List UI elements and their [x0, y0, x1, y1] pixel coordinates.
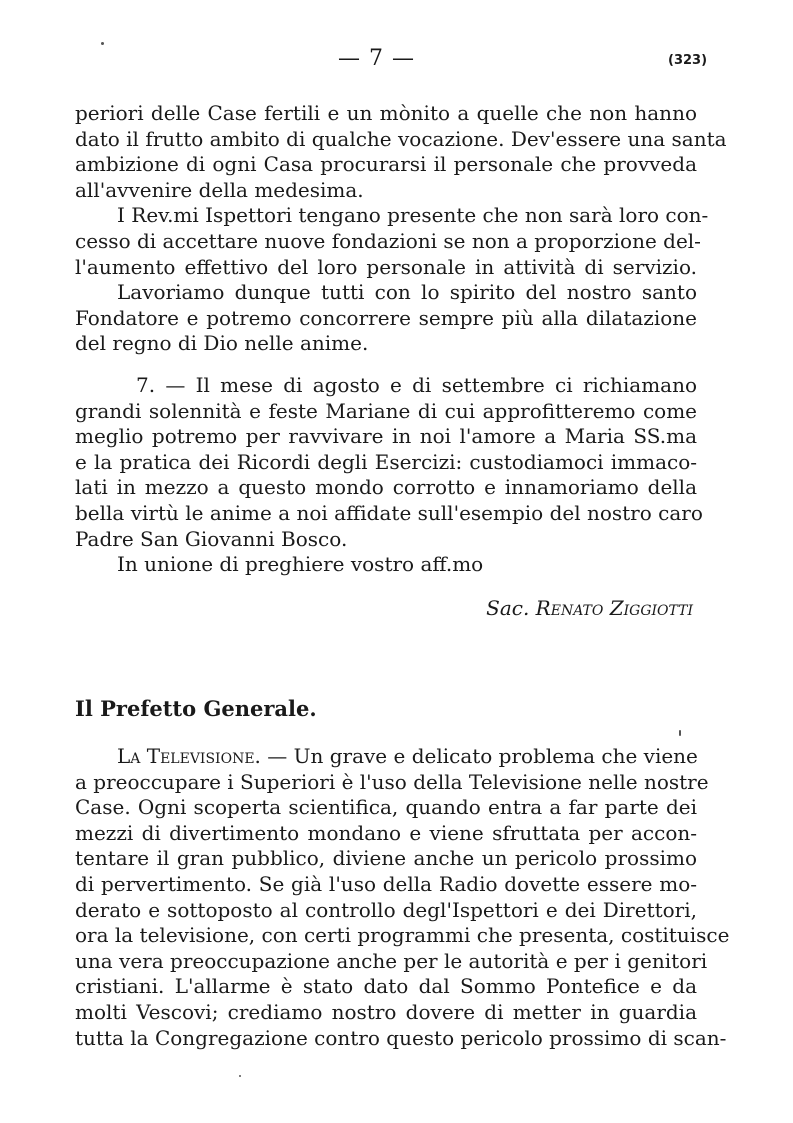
text-line: Fondatore e potremo concorrere sempre più alla dilatazione	[75, 305, 697, 330]
text-line: molti Vescovi; crediamo nostro dovere di metter in guardia	[75, 999, 697, 1024]
signature-prefix: Sac.	[486, 596, 530, 620]
text-line: dato il frutto ambito di qualche vocazione. Dev'essere una santa	[75, 126, 727, 151]
section-heading: Il Prefetto Generale.	[75, 696, 317, 721]
text-line: mezzi di divertimento mondano e viene sfruttata per accon-	[75, 820, 697, 845]
text-line: all'avvenire della medesima.	[75, 177, 364, 202]
text-line: del regno di Dio nelle anime.	[75, 331, 369, 356]
text-line: cristiani. L'allarme è stato dato dal Sommo Pontefice e da	[75, 974, 697, 999]
text-line: meglio potremo per ravvivare in noi l'amore a Maria SS.ma	[75, 424, 697, 449]
signature	[486, 596, 693, 620]
text-line: ambizione di ogni Casa procurarsi il personale che provveda	[75, 152, 697, 177]
text-line: ora la televisione, con certi programmi che presenta, costituisce	[75, 923, 730, 948]
paragraph-marian-feasts	[75, 373, 703, 578]
text-line: Lavoriamo dunque tutti con lo spirito del nostro santo	[117, 280, 697, 305]
text-line: e la pratica dei Ricordi degli Esercizi: custodiamoci immaco-	[75, 449, 697, 474]
text-line: tutta la Congregazione contro questo pericolo prossimo di scan-	[75, 1025, 727, 1050]
print-speck	[101, 42, 104, 45]
text-line	[75, 744, 697, 770]
text-line: bella virtù le anime a noi affidate sull'esempio del nostro caro	[75, 500, 703, 525]
signature-name: Renato Ziggiotti	[535, 596, 693, 620]
print-speck	[679, 730, 681, 736]
paragraph-lead-rest: — Un grave e delicato problema che viene	[260, 744, 698, 768]
text-line: I Rev.mi Ispettori tengano presente che non sarà loro con-	[117, 203, 709, 228]
text-line: di pervertimento. Se già l'uso della Radio dovette essere mo-	[75, 871, 697, 896]
archive-number: (323)	[668, 53, 708, 68]
print-speck	[239, 1075, 241, 1077]
text-line: l'aumento effettivo del loro personale in attività di servizio.	[75, 254, 697, 279]
text-line: una vera preoccupazione anche per le autorità e per i genitori	[75, 948, 708, 973]
page-number: — 7 —	[338, 46, 415, 71]
text-line: derato e sottoposto al controllo degl'Ispettori e dei Direttori,	[75, 897, 697, 922]
text-line: periori delle Case fertili e un mònito a quelle che non hanno	[75, 101, 697, 125]
text-line: lati in mezzo a questo mondo corrotto e innamoriamo della	[75, 475, 697, 500]
text-line: Padre San Giovanni Bosco.	[75, 526, 348, 551]
text-line: grandi solennità e feste Mariane di cui approfitteremo come	[75, 398, 697, 423]
text-line: a preoccupare i Superiori è l'uso della Televisione nelle nostre	[75, 769, 709, 794]
text-line: cesso di accettare nuove fondazioni se non a proporzione del-	[75, 228, 701, 253]
paragraph-television	[75, 744, 730, 1051]
text-line: 7. — Il mese di agosto e di settembre ci richiamano	[136, 373, 697, 397]
text-line: Case. Ogni scoperta scientifica, quando entra a far parte dei	[75, 795, 697, 820]
text-line: tentare il gran pubblico, diviene anche un pericolo prossimo	[75, 846, 697, 871]
text-line: In unione di preghiere vostro aff.mo	[117, 552, 484, 577]
paragraph-lead: La Televisione.	[117, 744, 261, 768]
paragraph-vocations	[75, 101, 727, 357]
page-header	[0, 46, 793, 78]
